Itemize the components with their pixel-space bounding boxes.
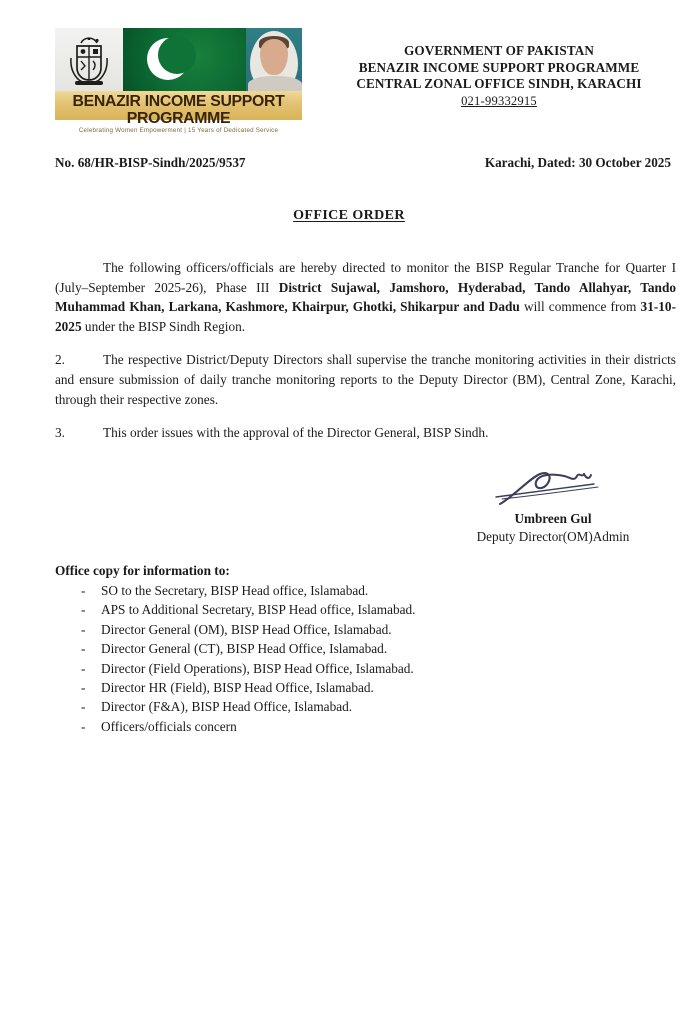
para1-tail: under the BISP Sindh Region. [81,318,246,334]
dash-bullet-icon: - [81,583,86,598]
paragraph-3-text: This order issues with the approval of the Director General, BISP Sindh. [103,425,489,441]
list-item [55,600,655,619]
dash-bullet-icon: - [81,718,86,734]
list-item-text: Director General (CT), BISP Head Office, Islamabad. [101,641,388,657]
list-item [55,620,655,639]
list-item [55,678,655,697]
pakistan-state-emblem-icon [67,34,111,86]
document-title [0,208,698,224]
organisation-heading [300,43,698,109]
emblem-panel [55,28,123,91]
list-item-text: Officers/officials concern [101,718,237,734]
handwritten-signature-icon [478,466,628,510]
list-item-text: Director General (OM), BISP Head Office, Islamabad. [101,621,392,637]
copy-distribution [55,561,655,736]
document-header [0,0,698,134]
dash-bullet-icon: - [81,660,86,676]
dash-bullet-icon: - [81,621,86,637]
dash-bullet-icon: - [81,602,86,618]
para1-districts: District Sujawal, Jamshoro, Hyderabad, Tando Allahyar, Tando Muhammad Khan, Larkana, Kashmore, Khairpur, Ghotki, Shikarpur and Dadu [55,279,676,315]
list-item [55,697,655,716]
document-title-text: OFFICE ORDER [293,208,405,223]
programme-line: BENAZIR INCOME SUPPORT PROGRAMME [358,59,640,75]
reference-line [55,155,671,171]
signature-mark [430,466,676,510]
paragraph-1 [55,258,676,336]
signatory-name: Umbreen Gul [514,511,592,526]
gov-line: GOVERNMENT OF PAKISTAN [403,43,594,58]
list-item [55,639,655,658]
bisp-logo [55,28,302,134]
para1-date: 31-10-2025 [55,299,676,334]
pakistan-flag-icon [123,28,246,91]
para1-lead: The following officers/officials are hereby directed to monitor the BISP Regular Tranche for Quarter I (July–September 2025-26), Phase III [55,260,676,295]
crescent-icon [147,38,189,80]
list-item-text: Director (F&A), BISP Head Office, Islamabad. [101,699,353,715]
office-phone: 021-99332915 [461,93,537,108]
dash-bullet-icon: - [81,680,86,696]
place-and-date: Karachi, Dated: 30 October 2025 [484,155,671,170]
logo-band-title: BENAZIR INCOME SUPPORT PROGRAMME [72,93,285,127]
paragraph-3-number: 3. [55,425,65,441]
logo-banner-image [55,28,302,91]
dash-bullet-icon: - [81,699,86,715]
paragraph-2 [55,350,676,409]
list-item-text: APS to Additional Secretary, BISP Head office, Islamabad. [101,602,416,618]
list-item [55,659,655,678]
list-item-text: Director HR (Field), BISP Head Office, Islamabad. [101,680,374,696]
document-body [55,258,676,457]
signature-block [430,466,676,546]
list-item [55,581,655,600]
copy-list [55,581,655,736]
list-item [55,717,655,736]
paragraph-2-number: 2. [55,352,65,368]
paragraph-3 [55,423,676,443]
benazir-bhutto-portrait [246,28,302,91]
reference-number: No. 68/HR-BISP-Sindh/2025/9537 [55,155,246,170]
list-item-text: Director (Field Operations), BISP Head Office, Islamabad. [101,660,414,676]
office-line: CENTRAL ZONAL OFFICE SINDH, KARACHI [356,76,642,91]
logo-title-band [55,91,302,134]
para1-mid: will commence from [519,299,641,315]
logo-band-subtitle: Celebrating Women Empowerment | 15 Years of Dedicated Service [78,127,279,134]
paragraph-2-text: The respective District/Deputy Directors shall supervise the tranche monitoring activities in their districts and ensure submission of daily tranche monitoring reports to the Deputy Director (BM), Central Zone, Karachi, through their respective zones. [55,352,676,407]
list-item-text: SO to the Secretary, BISP Head office, Islamabad. [101,583,369,598]
signatory-designation: Deputy Director(OM)Admin [476,529,630,544]
dash-bullet-icon: - [81,641,86,657]
copy-heading: Office copy for information to: [55,563,230,578]
